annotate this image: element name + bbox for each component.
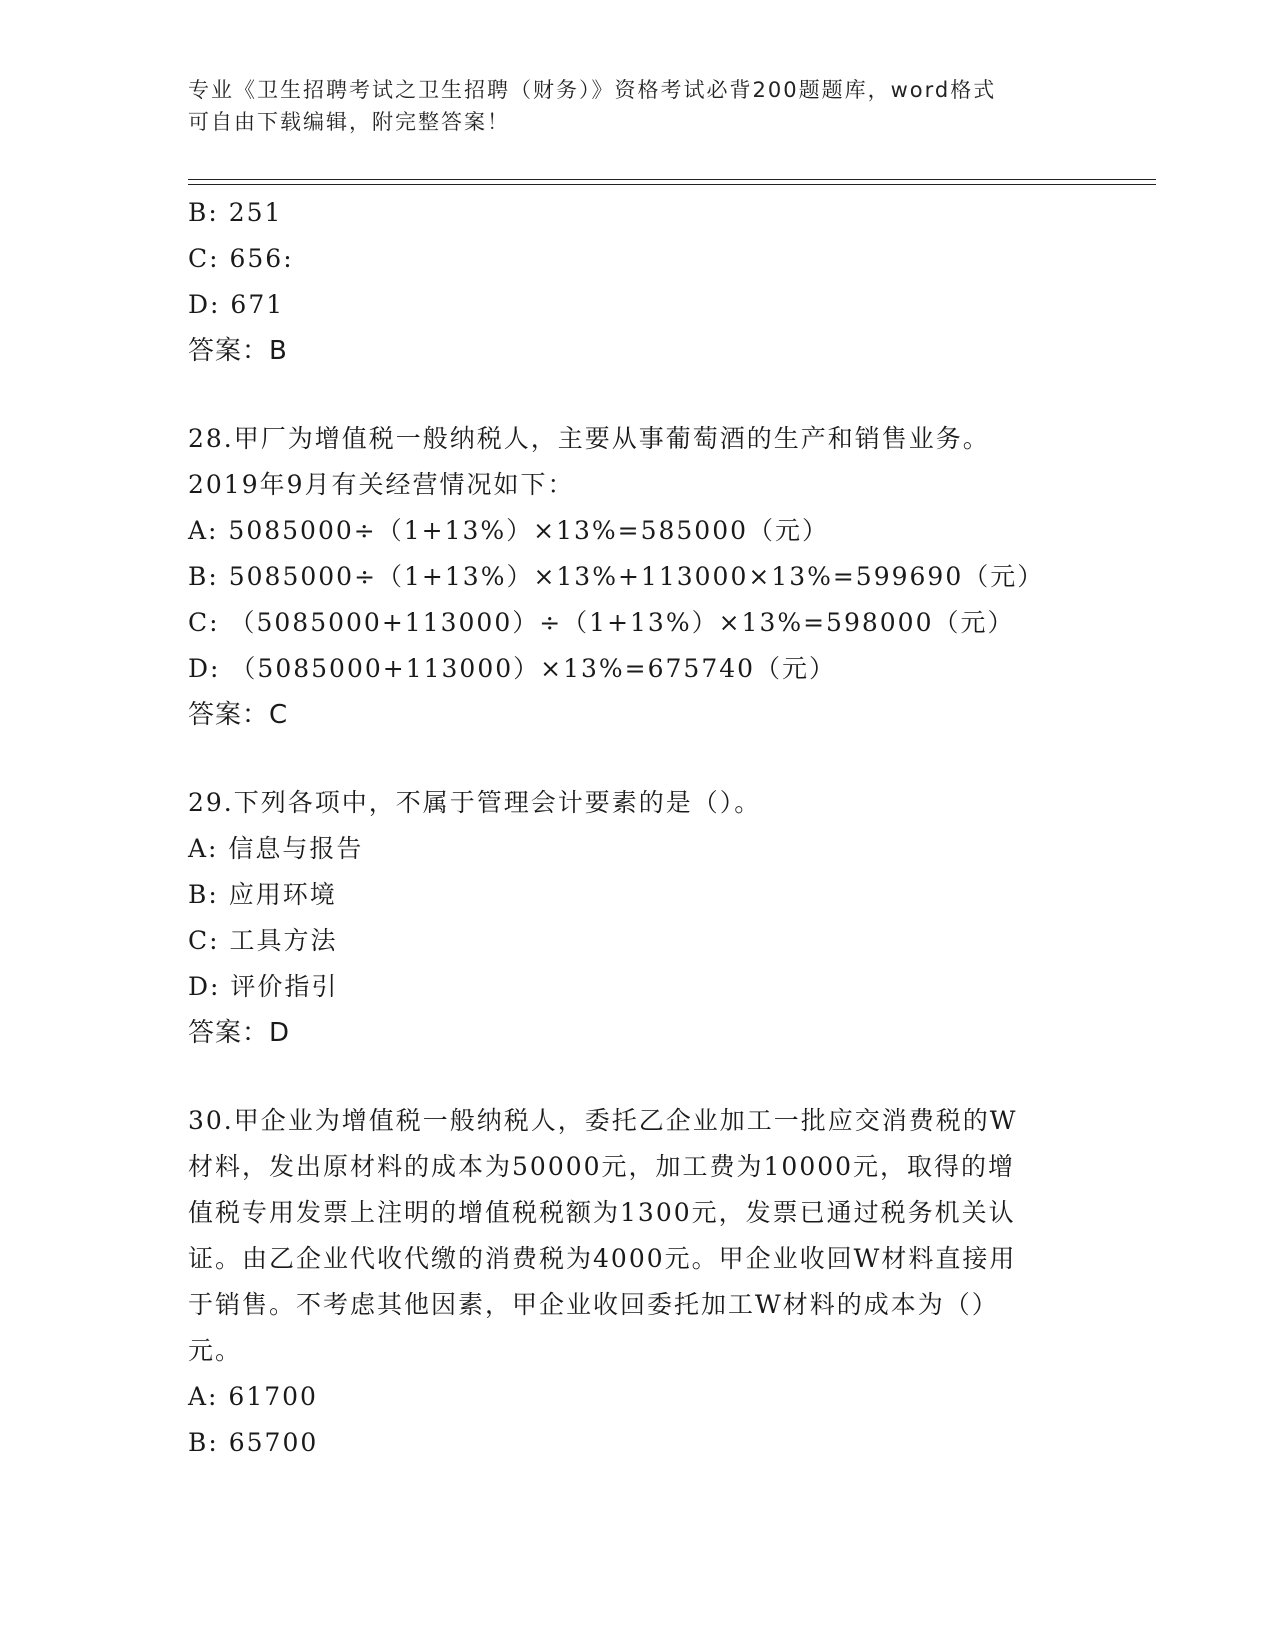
question-30-option-a: A: 61700 — [188, 1382, 318, 1411]
header-title-line-2: 可自由下载编辑，附完整答案！ — [188, 110, 510, 134]
header-divider-bottom — [188, 184, 1156, 185]
spacer — [188, 1056, 1088, 1098]
header-divider-top — [188, 179, 1156, 180]
question-30-stem-line-2: 材料，发出原材料的成本为50000元，加工费为10000元，取得的增 — [188, 1152, 1016, 1181]
question-27-option-b: B: 251 — [188, 198, 283, 227]
question-30-stem-line-3: 值税专用发票上注明的增值税税额为1300元，发票已通过税务机关认 — [188, 1198, 1016, 1227]
question-29-answer: 答案：D — [188, 1018, 291, 1048]
question-27-option-d: D: 671 — [188, 290, 285, 319]
question-29-option-c: C: 工具方法 — [188, 926, 338, 955]
question-29-option-b: B: 应用环境 — [188, 880, 337, 909]
question-list — [188, 190, 1088, 1466]
spacer — [188, 374, 1088, 416]
question-28-option-c: C: （5085000+113000）÷（1+13%）×13%=598000（元） — [188, 608, 1015, 637]
question-27-option-c: C: 656: — [188, 244, 294, 273]
question-30-stem-line-6: 元。 — [188, 1336, 243, 1365]
question-29-stem: 29.下列各项中，不属于管理会计要素的是（）。 — [188, 788, 762, 817]
question-27-block — [188, 190, 1088, 374]
question-30-stem-line-4: 证。由乙企业代收代缴的消费税为4000元。甲企业收回W材料直接用 — [188, 1244, 1017, 1273]
question-29-block — [188, 780, 1088, 1056]
question-29-option-d: D: 评价指引 — [188, 972, 339, 1001]
question-30-block — [188, 1098, 1088, 1466]
question-28-option-a: A: 5085000÷（1+13%）×13%=585000（元） — [188, 516, 830, 545]
question-28-option-b: B: 5085000÷（1+13%）×13%+113000×13%=599690（元） — [188, 562, 1045, 591]
spacer — [188, 738, 1088, 780]
question-29-option-a: A: 信息与报告 — [188, 834, 364, 863]
question-30-stem-line-1: 30.甲企业为增值税一般纳税人，委托乙企业加工一批应交消费税的W — [188, 1106, 1018, 1135]
question-30-stem-line-5: 于销售。不考虑其他因素，甲企业收回委托加工W材料的成本为（） — [188, 1290, 999, 1319]
question-28-block — [188, 416, 1088, 738]
document-header — [188, 74, 1068, 138]
question-28-option-d: D: （5085000+113000）×13%=675740（元） — [188, 654, 837, 683]
question-28-stem-line-1: 28.甲厂为增值税一般纳税人，主要从事葡萄酒的生产和销售业务。 — [188, 424, 990, 453]
question-30-option-b: B: 65700 — [188, 1428, 319, 1457]
question-28-stem-line-2: 2019年9月有关经营情况如下： — [188, 470, 575, 499]
header-title-line-1: 专业《卫生招聘考试之卫生招聘（财务）》资格考试必背200题题库，word格式 — [188, 78, 997, 102]
question-27-answer: 答案：B — [188, 336, 288, 366]
question-28-answer: 答案：C — [188, 700, 289, 730]
